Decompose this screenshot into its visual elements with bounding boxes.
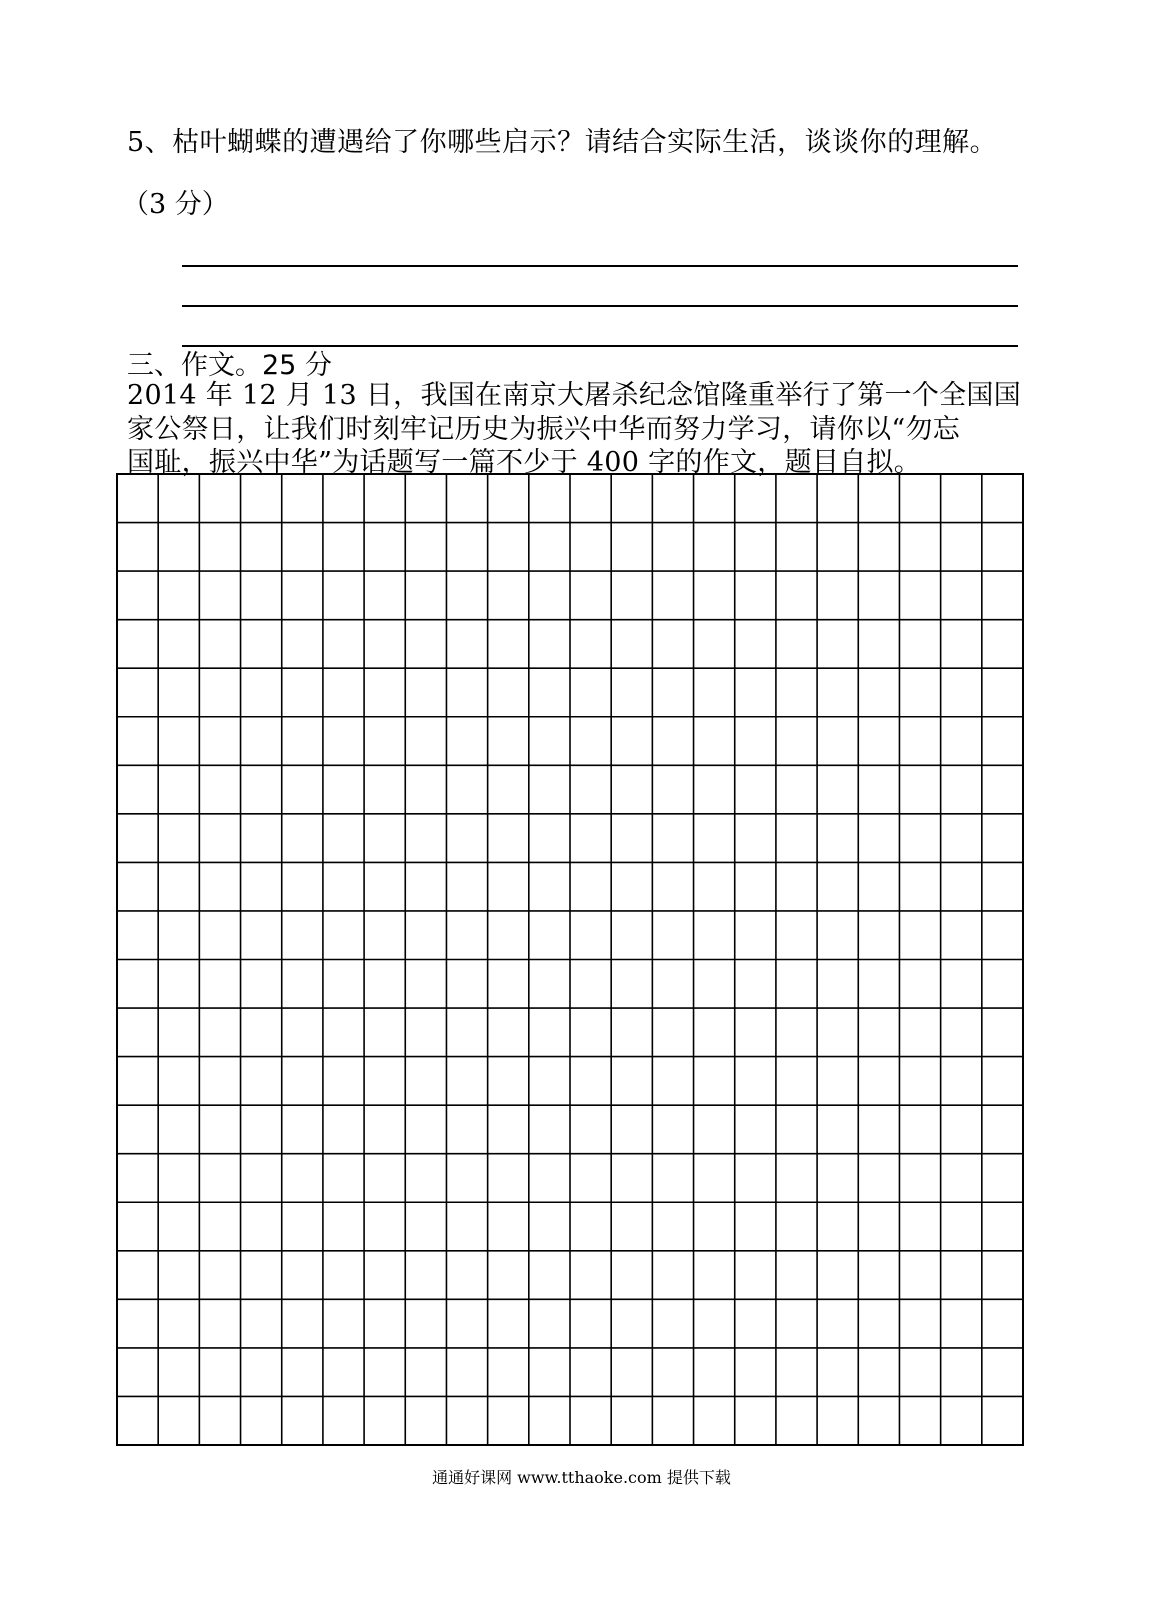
section-3-score: 25 分 [262, 350, 332, 381]
answer-line-1 [182, 265, 1018, 267]
answer-line-2 [182, 305, 1018, 307]
essay-prompt-line-2: 家公祭日，让我们时刻牢记历史为振兴中华而努力学习，请你以“勿忘 [127, 414, 961, 445]
footer-credit: 通通好课网 www.tthaoke.com 提供下载 [432, 1468, 731, 1487]
composition-grid [116, 473, 1024, 1446]
question-5-score: （3 分） [122, 189, 229, 220]
section-3-title: 三、作文。 [127, 350, 262, 381]
question-5-text: 5、枯叶蝴蝶的遭遇给了你哪些启示？请结合实际生活，谈谈你的理解。 [127, 127, 998, 158]
essay-prompt-line-1: 2014 年 12 月 13 日，我国在南京大屠杀纪念馆隆重举行了第一个全国国 [127, 380, 1022, 411]
essay-prompt-line-3: 国耻，振兴中华”为话题写一篇不少于 400 字的作文，题目自拟。 [127, 447, 922, 478]
